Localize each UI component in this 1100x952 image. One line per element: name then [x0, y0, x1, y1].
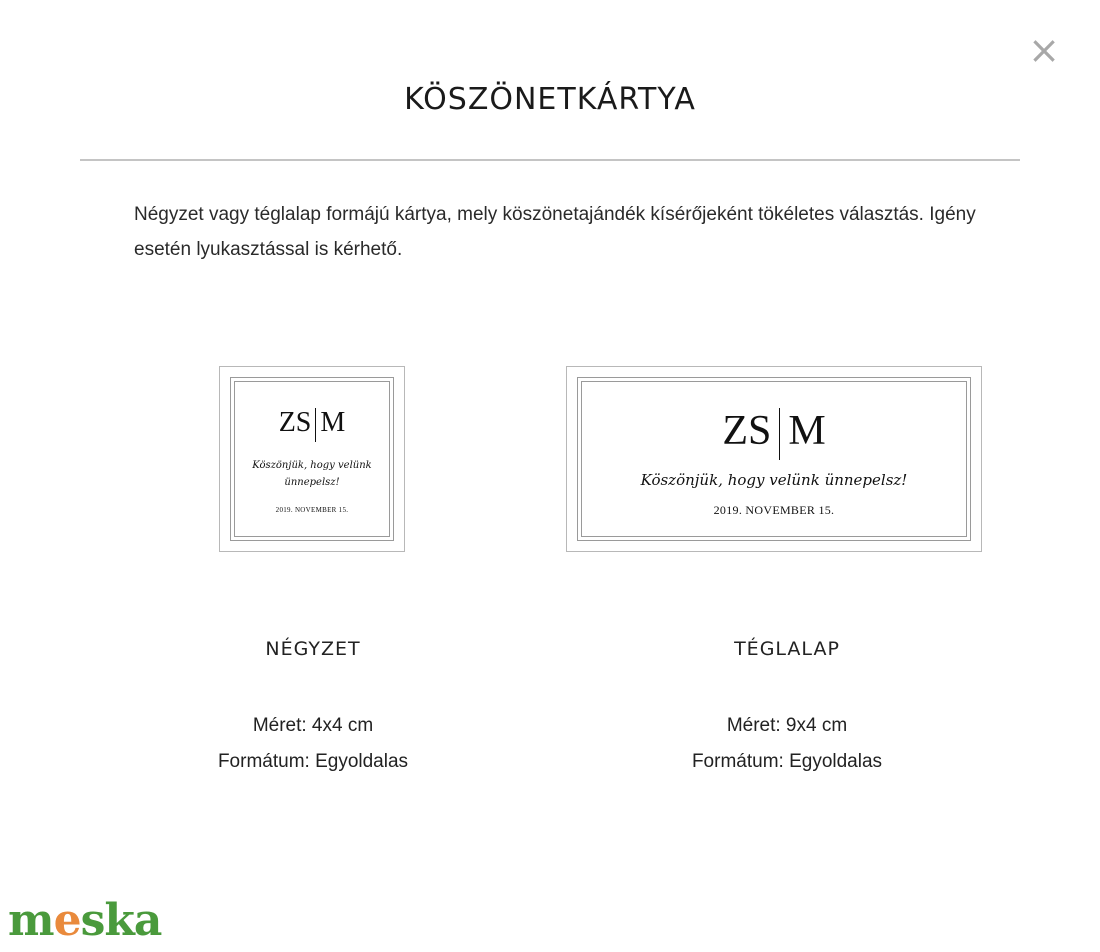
square-specs: [163, 708, 463, 780]
close-icon[interactable]: ×: [1028, 28, 1060, 72]
logo-part: e: [53, 895, 81, 946]
square-label: NÉGYZET: [265, 638, 361, 660]
card-monogram: [567, 407, 981, 460]
rectangle-specs: [637, 708, 937, 780]
card-date: 2019. NOVEMBER 15.: [713, 503, 835, 517]
rectangle-card-preview: [566, 366, 982, 552]
rectangle-label: TÉGLALAP: [734, 638, 840, 660]
monogram-left: ZS: [278, 407, 312, 438]
monogram-right: M: [320, 407, 346, 438]
monogram-divider: [315, 408, 316, 442]
rectangle-format: Formátum: Egyoldalas: [691, 751, 883, 772]
square-format: Formátum: Egyoldalas: [217, 751, 409, 772]
meska-logo: [8, 895, 161, 947]
logo-part: ska: [80, 895, 162, 946]
card-script-text: Köszönjük, hogy velünk ünnepelsz!: [252, 460, 372, 488]
product-description: Négyzet vagy téglalap formájú kártya, mely köszönetajándék kísérőjeként tökéletes választás. Igény esetén lyukasztással is kérhető.: [134, 204, 976, 260]
rectangle-size: Méret: 9x4 cm: [726, 715, 848, 736]
logo-part: m: [8, 895, 54, 946]
square-card-preview: [219, 366, 405, 552]
monogram-right: M: [788, 408, 826, 454]
card-date: 2019. NOVEMBER 15.: [275, 506, 349, 514]
card-monogram: [220, 407, 404, 442]
monogram-divider: [779, 408, 780, 460]
monogram-left: ZS: [722, 408, 772, 454]
modal-title: KÖSZÖNETKÁRTYA: [404, 82, 696, 117]
divider: [80, 159, 1020, 161]
card-script-text: Köszönjük, hogy velünk ünnepelsz!: [640, 471, 908, 489]
square-size: Méret: 4x4 cm: [252, 715, 374, 736]
